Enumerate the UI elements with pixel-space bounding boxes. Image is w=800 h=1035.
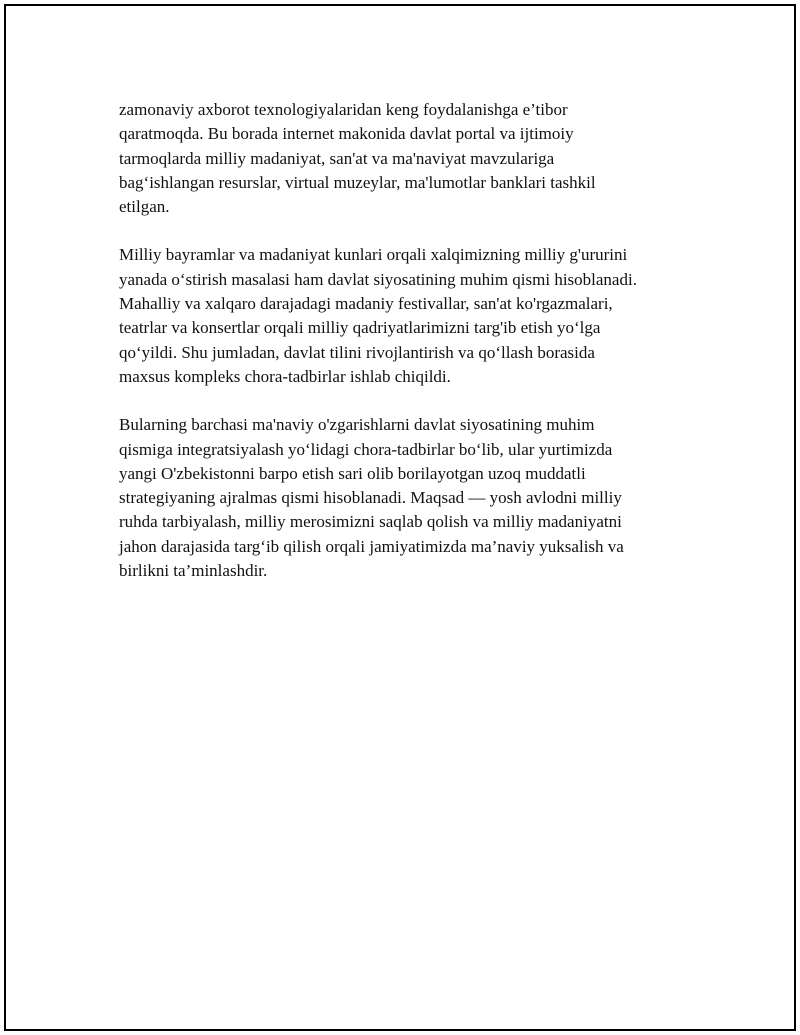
paragraph-3 [119,413,699,583]
text-line: qo‘yildi. Shu jumladan, davlat tilini rivojlantirish va qo‘llash borasida [119,342,595,362]
text-line: Milliy bayramlar va madaniyat kunlari orqali xalqimizning milliy g'ururini [119,245,628,265]
text-line: Bularning barchasi ma'naviy o'zgarishlarni davlat siyosatining muhim [119,415,595,435]
text-line: birlikni ta’minlashdir. [119,561,268,581]
text-line: jahon darajasida targ‘ib qilish orqali jamiyatimizda ma’naviy yuksalish va [119,536,624,556]
page-content [119,98,699,607]
text-line: Mahalliy va xalqaro darajadagi madaniy festivallar, san'at ko'rgazmalari, [119,294,613,314]
paragraph-1 [119,98,699,219]
text-line: qismiga integratsiyalash yo‘lidagi chora-tadbirlar bo‘lib, ular yurtimizda [119,439,613,459]
text-line: maxsus kompleks chora-tadbirlar ishlab chiqildi. [119,366,451,386]
text-line: strategiyaning ajralmas qismi hisoblanadi. Maqsad — yosh avlodni milliy [119,488,622,508]
text-line: yanada o‘stirish masalasi ham davlat siyosatining muhim qismi hisoblanadi. [119,269,637,289]
paragraph-2 [119,243,699,389]
text-line: yangi O'zbekistonni barpo etish sari olib borilayotgan uzoq muddatli [119,463,586,483]
page-frame [4,4,796,1031]
text-line: qaratmoqda. Bu borada internet makonida davlat portal va ijtimoiy [119,124,574,144]
text-line: etilgan. [119,197,170,217]
text-line: ruhda tarbiyalash, milliy merosimizni saqlab qolish va milliy madaniyatni [119,512,622,532]
text-line: tarmoqlarda milliy madaniyat, san'at va ma'naviyat mavzulariga [119,148,555,168]
text-line: teatrlar va konsertlar orqali milliy qadriyatlarimizni targ'ib etish yo‘lga [119,318,601,338]
text-line: bag‘ishlangan resurslar, virtual muzeylar, ma'lumotlar banklari tashkil [119,172,596,192]
text-line: zamonaviy axborot texnologiyalaridan keng foydalanishga e’tibor [119,100,568,119]
